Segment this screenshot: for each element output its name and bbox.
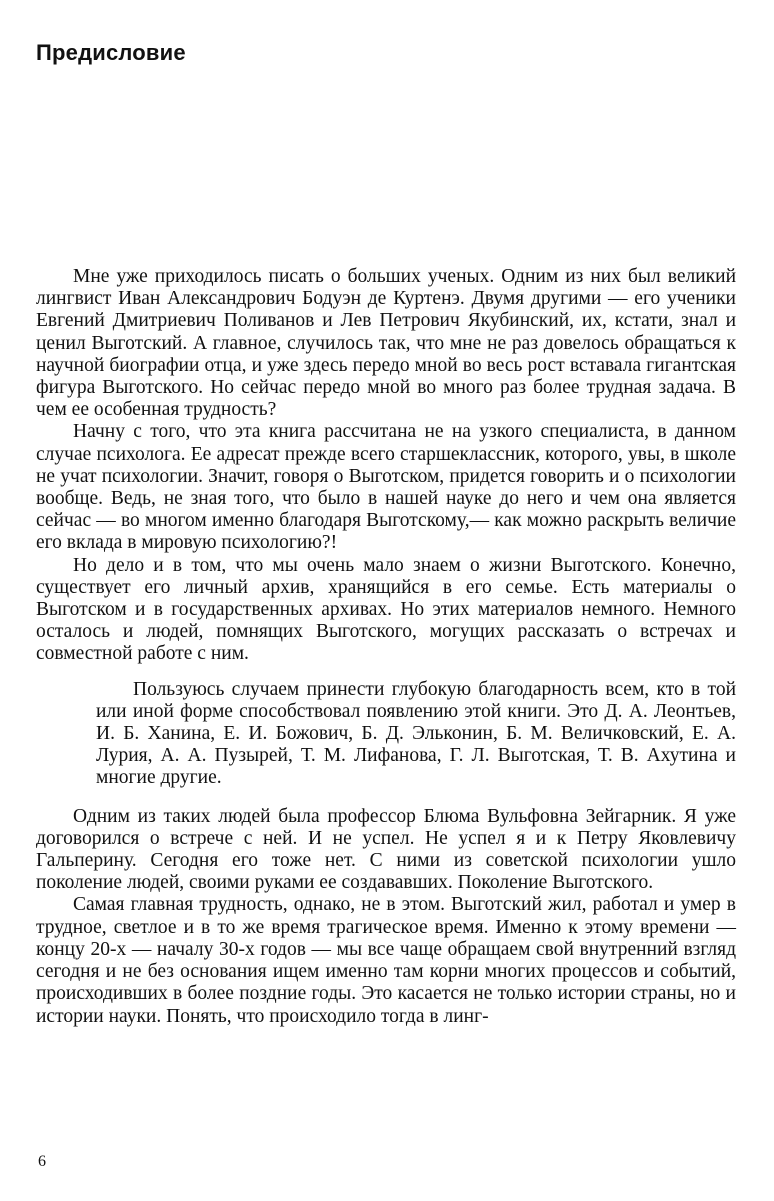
page-number: 6 xyxy=(38,1153,46,1170)
acknowledgement-note: Пользуюсь случаем принести глубокую благодарность всем, кто в той или иной форме способствовал появлению этой книги. Это Д. А. Леонтьев, И. Б. Ханина, Е. И. Божович, Б. Д. Эльконин, Б. М. Величковский, Е. А. Лурия, А. А. Пузырей, Т. М. Лифанова, Г. Л. Выготская, Т. В. Ахутина и многие другие. xyxy=(96,678,736,789)
paragraph-4: Одним из таких людей была профессор Блюма Вульфовна Зейгарник. Я уже договорился о встрече с ней. И не успел. Не успел я и к Петру Яковлевичу Гальперину. Сегодня его тоже нет. С ними из советской психологии ушло поколение людей, своими руками ее создававших. Поколение Выготского. xyxy=(36,805,736,894)
chapter-heading: Предисловие xyxy=(36,40,186,65)
paragraph-5: Самая главная трудность, однако, не в этом. Выготский жил, работал и умер в трудное, светлое и в то же время трагическое время. Именно к этому времени — концу 20-х — началу 30-х годов — мы все чаще обращаем свой внутренний взгляд сегодня и не без основания ищем именно там корни многих процессов и событий, происходивших в более поздние годы. Это касается не только истории страны, но и истории науки. Понять, что происходило тогда в линг- xyxy=(36,894,736,1027)
body-text xyxy=(36,266,736,1028)
paragraph-3: Но дело и в том, что мы очень мало знаем о жизни Выготского. Конечно, существует его личный архив, хранящийся в его семье. Есть материалы о Выготском и в государственных архивах. Но этих материалов немного. Немного осталось и людей, помнящих Выготского, могущих рассказать о встречах и совместной работе с ним. xyxy=(36,554,736,665)
paragraph-2: Начну с того, что эта книга рассчитана не на узкого специалиста, в данном случае психолога. Ее адресат прежде всего старшеклассник, которого, увы, в школе не учат психологии. Значит, говоря о Выготском, придется говорить и о психологии вообще. Ведь, не зная того, что было в нашей науке до него и чем она является сейчас — во многом именно благодаря Выготскому,— как можно раскрыть величие его вклада в мировую психологию?! xyxy=(36,421,736,554)
paragraph-1: Мне уже приходилось писать о больших ученых. Одним из них был великий лингвист Иван Александрович Бодуэн де Куртенэ. Двумя другими — его ученики Евгений Дмитриевич Поливанов и Лев Петрович Якубинский, их, кстати, знал и ценил Выготский. А главное, случилось так, что мне не раз довелось обращаться к научной биографии отца, и уже здесь передо мной во весь рост вставала гигантская фигура Выготского. Но сейчас передо мной во много раз более трудная задача. В чем ее особенная трудность? xyxy=(36,266,736,421)
